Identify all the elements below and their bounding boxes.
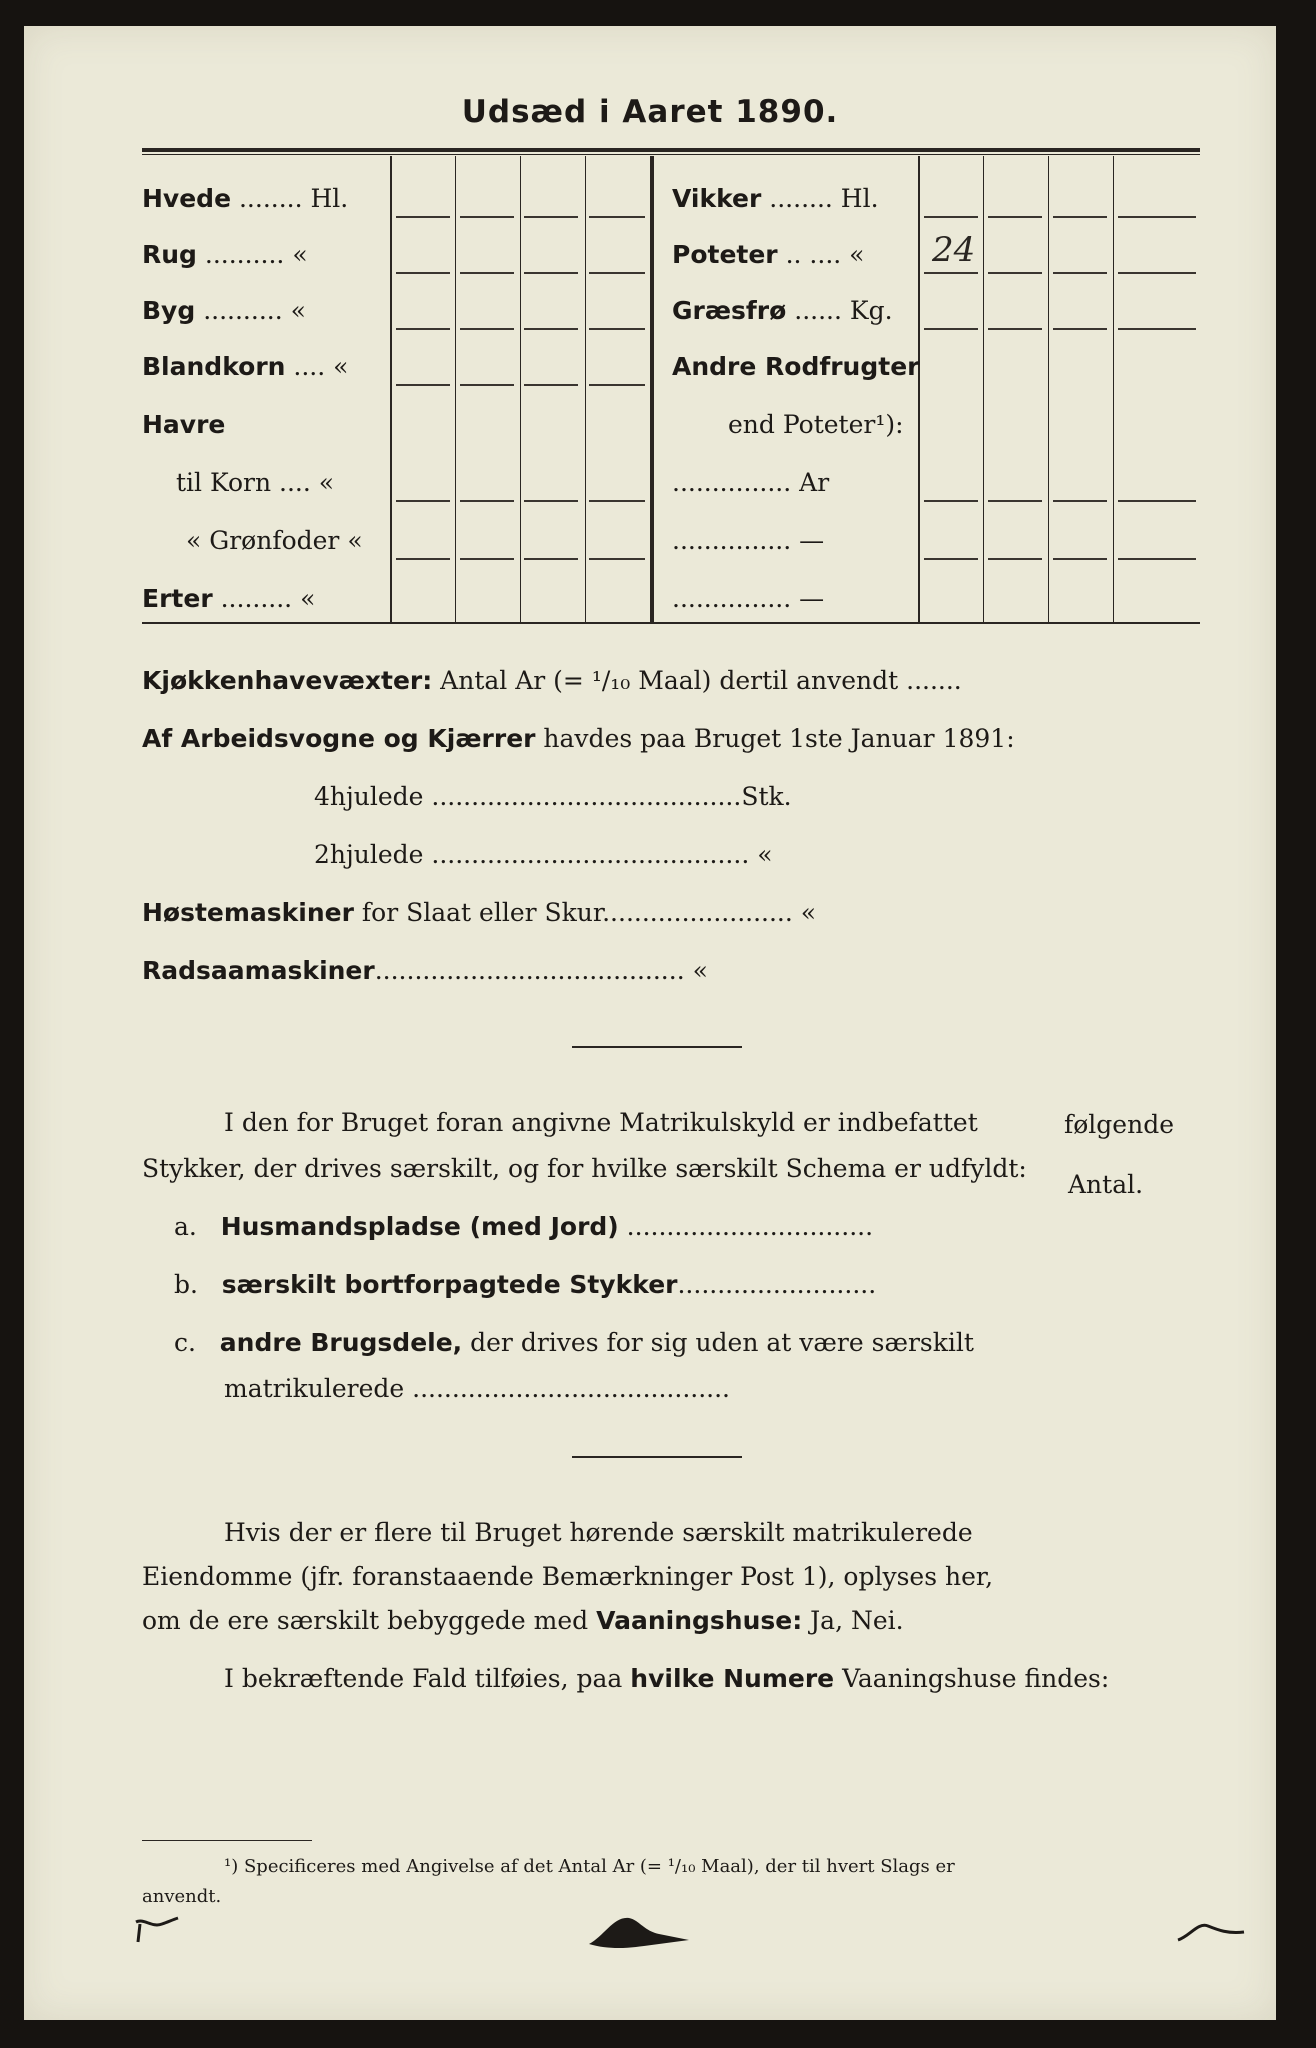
column-line bbox=[918, 156, 920, 622]
table-top-rule bbox=[142, 148, 1200, 152]
footnote-rule bbox=[142, 1840, 312, 1841]
cell-line bbox=[988, 216, 1042, 218]
cell-line bbox=[924, 216, 978, 218]
cell-line bbox=[924, 558, 978, 560]
row-label-blandkorn: Blandkorn .... « bbox=[142, 352, 349, 381]
cell-line bbox=[1118, 558, 1196, 560]
cell-line bbox=[524, 558, 578, 560]
row-label-gronfoder: « Grønfoder « bbox=[186, 526, 363, 555]
footnote-line1: ¹) Specificeres med Angivelse af det Antal Ar (= ¹/₁₀ Maal), der til hvert Slags er bbox=[224, 1856, 955, 1877]
column-line bbox=[1113, 156, 1114, 622]
row-label-poteter: Poteter .. .... « bbox=[672, 240, 865, 269]
ink-mark bbox=[1174, 1916, 1254, 1946]
arbeidsvogne-line: Af Arbeidsvogne og Kjærrer havdes paa Bruget 1ste Januar 1891: bbox=[142, 724, 1015, 753]
cell-line bbox=[524, 216, 578, 218]
row-label-blank-2: ............... — bbox=[672, 584, 825, 613]
ink-mark bbox=[132, 1912, 192, 1952]
cell-line bbox=[589, 384, 645, 386]
cell-line bbox=[1118, 500, 1196, 502]
cell-line bbox=[924, 500, 978, 502]
row-label-erter: Erter ......... « bbox=[142, 584, 316, 613]
row-label-graesfro: Græsfrø ...... Kg. bbox=[672, 296, 893, 325]
row-label-end-poteter: end Poteter¹): bbox=[728, 410, 904, 439]
column-line bbox=[390, 156, 392, 622]
fourwheel-line: 4hjulede .......................................Stk. bbox=[314, 782, 792, 811]
folgende-word: følgende bbox=[1064, 1110, 1174, 1139]
cell-line bbox=[1118, 328, 1196, 330]
cell-line bbox=[524, 500, 578, 502]
row-label-rug: Rug .......... « bbox=[142, 240, 308, 269]
cell-line bbox=[460, 558, 514, 560]
cell-line bbox=[460, 500, 514, 502]
cell-line bbox=[924, 328, 978, 330]
cell-line bbox=[396, 272, 450, 274]
cell-line bbox=[1053, 272, 1107, 274]
column-line bbox=[585, 156, 586, 622]
cell-line bbox=[460, 328, 514, 330]
form-title: Udsæd i Aaret 1890. bbox=[461, 94, 839, 130]
cell-line bbox=[460, 384, 514, 386]
row-label-byg: Byg .......... « bbox=[142, 296, 306, 325]
hostemaskiner-line: Høstemaskiner for Slaat eller Skur........................ « bbox=[142, 898, 817, 927]
item-c-continued: matrikulerede ........................................ bbox=[224, 1374, 731, 1403]
handwritten-poteter-value: 24 bbox=[932, 230, 976, 270]
cell-line bbox=[396, 558, 450, 560]
cell-line bbox=[1053, 216, 1107, 218]
cell-line bbox=[524, 384, 578, 386]
cell-line bbox=[524, 328, 578, 330]
item-b: b. særskilt bortforpagtede Stykker......................... bbox=[174, 1270, 877, 1299]
item-c: c. andre Brugsdele, der drives for sig uden at være særskilt bbox=[174, 1328, 974, 1357]
twowheel-line: 2hjulede ........................................ « bbox=[314, 840, 773, 869]
cell-line bbox=[460, 216, 514, 218]
row-label-ar: ............... Ar bbox=[672, 468, 830, 497]
para2-line1: Hvis der er flere til Bruget hørende særskilt matrikulerede bbox=[224, 1518, 973, 1547]
cell-line bbox=[396, 216, 450, 218]
cell-line bbox=[1053, 558, 1107, 560]
table-bottom-rule bbox=[142, 622, 1200, 624]
cell-line bbox=[460, 272, 514, 274]
cell-line bbox=[924, 272, 978, 274]
row-label-til-korn: til Korn .... « bbox=[176, 468, 335, 497]
column-line bbox=[455, 156, 456, 622]
column-line bbox=[983, 156, 984, 622]
ink-blot bbox=[584, 1906, 694, 1956]
cell-line bbox=[396, 384, 450, 386]
para2-line3: om de ere særskilt bebyggede med Vaaningshuse: Ja, Nei. bbox=[142, 1606, 904, 1635]
cell-line bbox=[988, 328, 1042, 330]
para2-line2: Eiendomme (jfr. foranstaaende Bemærkninger Post 1), oplyses her, bbox=[142, 1562, 994, 1591]
para1-line2: Stykker, der drives særskilt, og for hvilke særskilt Schema er udfyldt: bbox=[142, 1154, 1027, 1183]
section-divider bbox=[572, 1456, 742, 1458]
cell-line bbox=[589, 328, 645, 330]
cell-line bbox=[589, 272, 645, 274]
section-divider bbox=[572, 1046, 742, 1048]
radsaamaskiner-line: Radsaamaskiner....................................... « bbox=[142, 956, 708, 985]
row-label-havre: Havre bbox=[142, 410, 226, 439]
row-label-hvede: Hvede ........ Hl. bbox=[142, 184, 349, 213]
table-center-divider bbox=[650, 156, 654, 622]
para3-line: I bekræftende Fald tilføies, paa hvilke Numere Vaaningshuse findes: bbox=[224, 1664, 1110, 1693]
row-label-andre-rodfrugter: Andre Rodfrugter bbox=[672, 352, 920, 381]
form-page bbox=[24, 26, 1276, 2020]
antal-header: Antal. bbox=[1068, 1170, 1144, 1199]
cell-line bbox=[524, 272, 578, 274]
cell-line bbox=[988, 558, 1042, 560]
row-label-blank-1: ............... — bbox=[672, 526, 825, 555]
cell-line bbox=[988, 272, 1042, 274]
footnote-line2: anvendt. bbox=[142, 1886, 222, 1907]
table-top-thin-rule bbox=[142, 154, 1200, 155]
cell-line bbox=[589, 558, 645, 560]
column-line bbox=[520, 156, 521, 622]
cell-line bbox=[1118, 216, 1196, 218]
column-line bbox=[1048, 156, 1049, 622]
cell-line bbox=[988, 500, 1042, 502]
cell-line bbox=[1118, 272, 1196, 274]
cell-line bbox=[396, 328, 450, 330]
cell-line bbox=[589, 500, 645, 502]
cell-line bbox=[1053, 328, 1107, 330]
cell-line bbox=[396, 500, 450, 502]
row-label-vikker: Vikker ........ Hl. bbox=[672, 184, 879, 213]
para1-line1: I den for Bruget foran angivne Matrikulskyld er indbefattet bbox=[224, 1108, 978, 1137]
item-a: a. Husmandspladse (med Jord) ............................... bbox=[174, 1212, 874, 1241]
cell-line bbox=[589, 216, 645, 218]
cell-line bbox=[1053, 500, 1107, 502]
kjokkenhave-line: Kjøkkenhavevæxter: Antal Ar (= ¹/₁₀ Maal) dertil anvendt ....... bbox=[142, 666, 962, 695]
